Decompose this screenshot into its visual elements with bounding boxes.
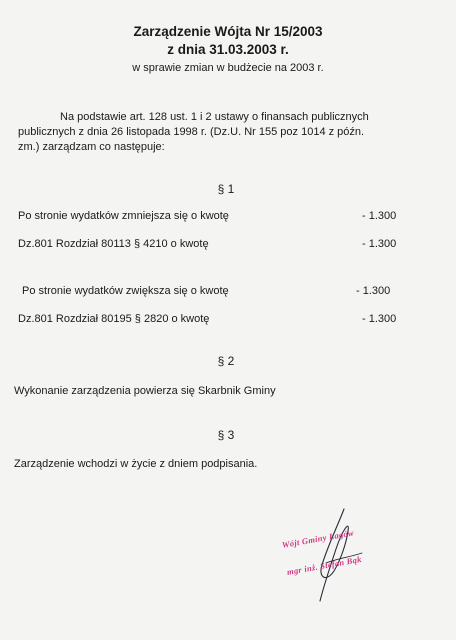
section-2-text: Wykonanie zarządzenia powierza się Skarbnik Gminy [14,385,276,397]
document-subtitle: w sprawie zmian w budżecie na 2003 r. [132,62,324,74]
section-1-row-amount: - 1.300 [362,210,397,222]
signature-scribble [300,505,380,605]
stamp-line-2: mgr inż. Stefan Bąk [286,553,363,577]
document-title-line2: z dnia 31.03.2003 r. [167,42,289,57]
section-1-row-label: Dz.801 Rozdział 80113 § 4210 o kwotę [18,238,209,250]
section-1-row-label: Po stronie wydatków zwiększa się o kwotę [22,285,229,297]
section-1-row-amount: - 1.300 [362,313,397,325]
intro-line-1: Na podstawie art. 128 ust. 1 i 2 ustawy o finansach publicznych [60,111,369,123]
intro-line-2: publicznych z dnia 26 listopada 1998 r. (Dz.U. Nr 155 poz 1014 z późn. [18,126,365,138]
section-1-row-label: Po stronie wydatków zmniejsza się o kwotę [18,210,229,222]
section-1-heading: § 1 [217,182,235,196]
section-3-heading: § 3 [217,428,235,442]
section-3-text: Zarządzenie wchodzi w życie z dniem podpisania. [14,458,258,470]
section-2-heading: § 2 [217,354,235,368]
intro-line-3: zm.) zarządzam co następuje: [18,141,165,153]
section-1-row-amount: - 1.300 [362,238,397,250]
document-title-line1: Zarządzenie Wójta Nr 15/2003 [133,24,323,39]
stamp-line-1: Wójt Gminy Łagów [281,527,355,550]
section-1-row-amount: - 1.300 [356,285,391,297]
section-1-row-label: Dz.801 Rozdział 80195 § 2820 o kwotę [18,313,210,325]
